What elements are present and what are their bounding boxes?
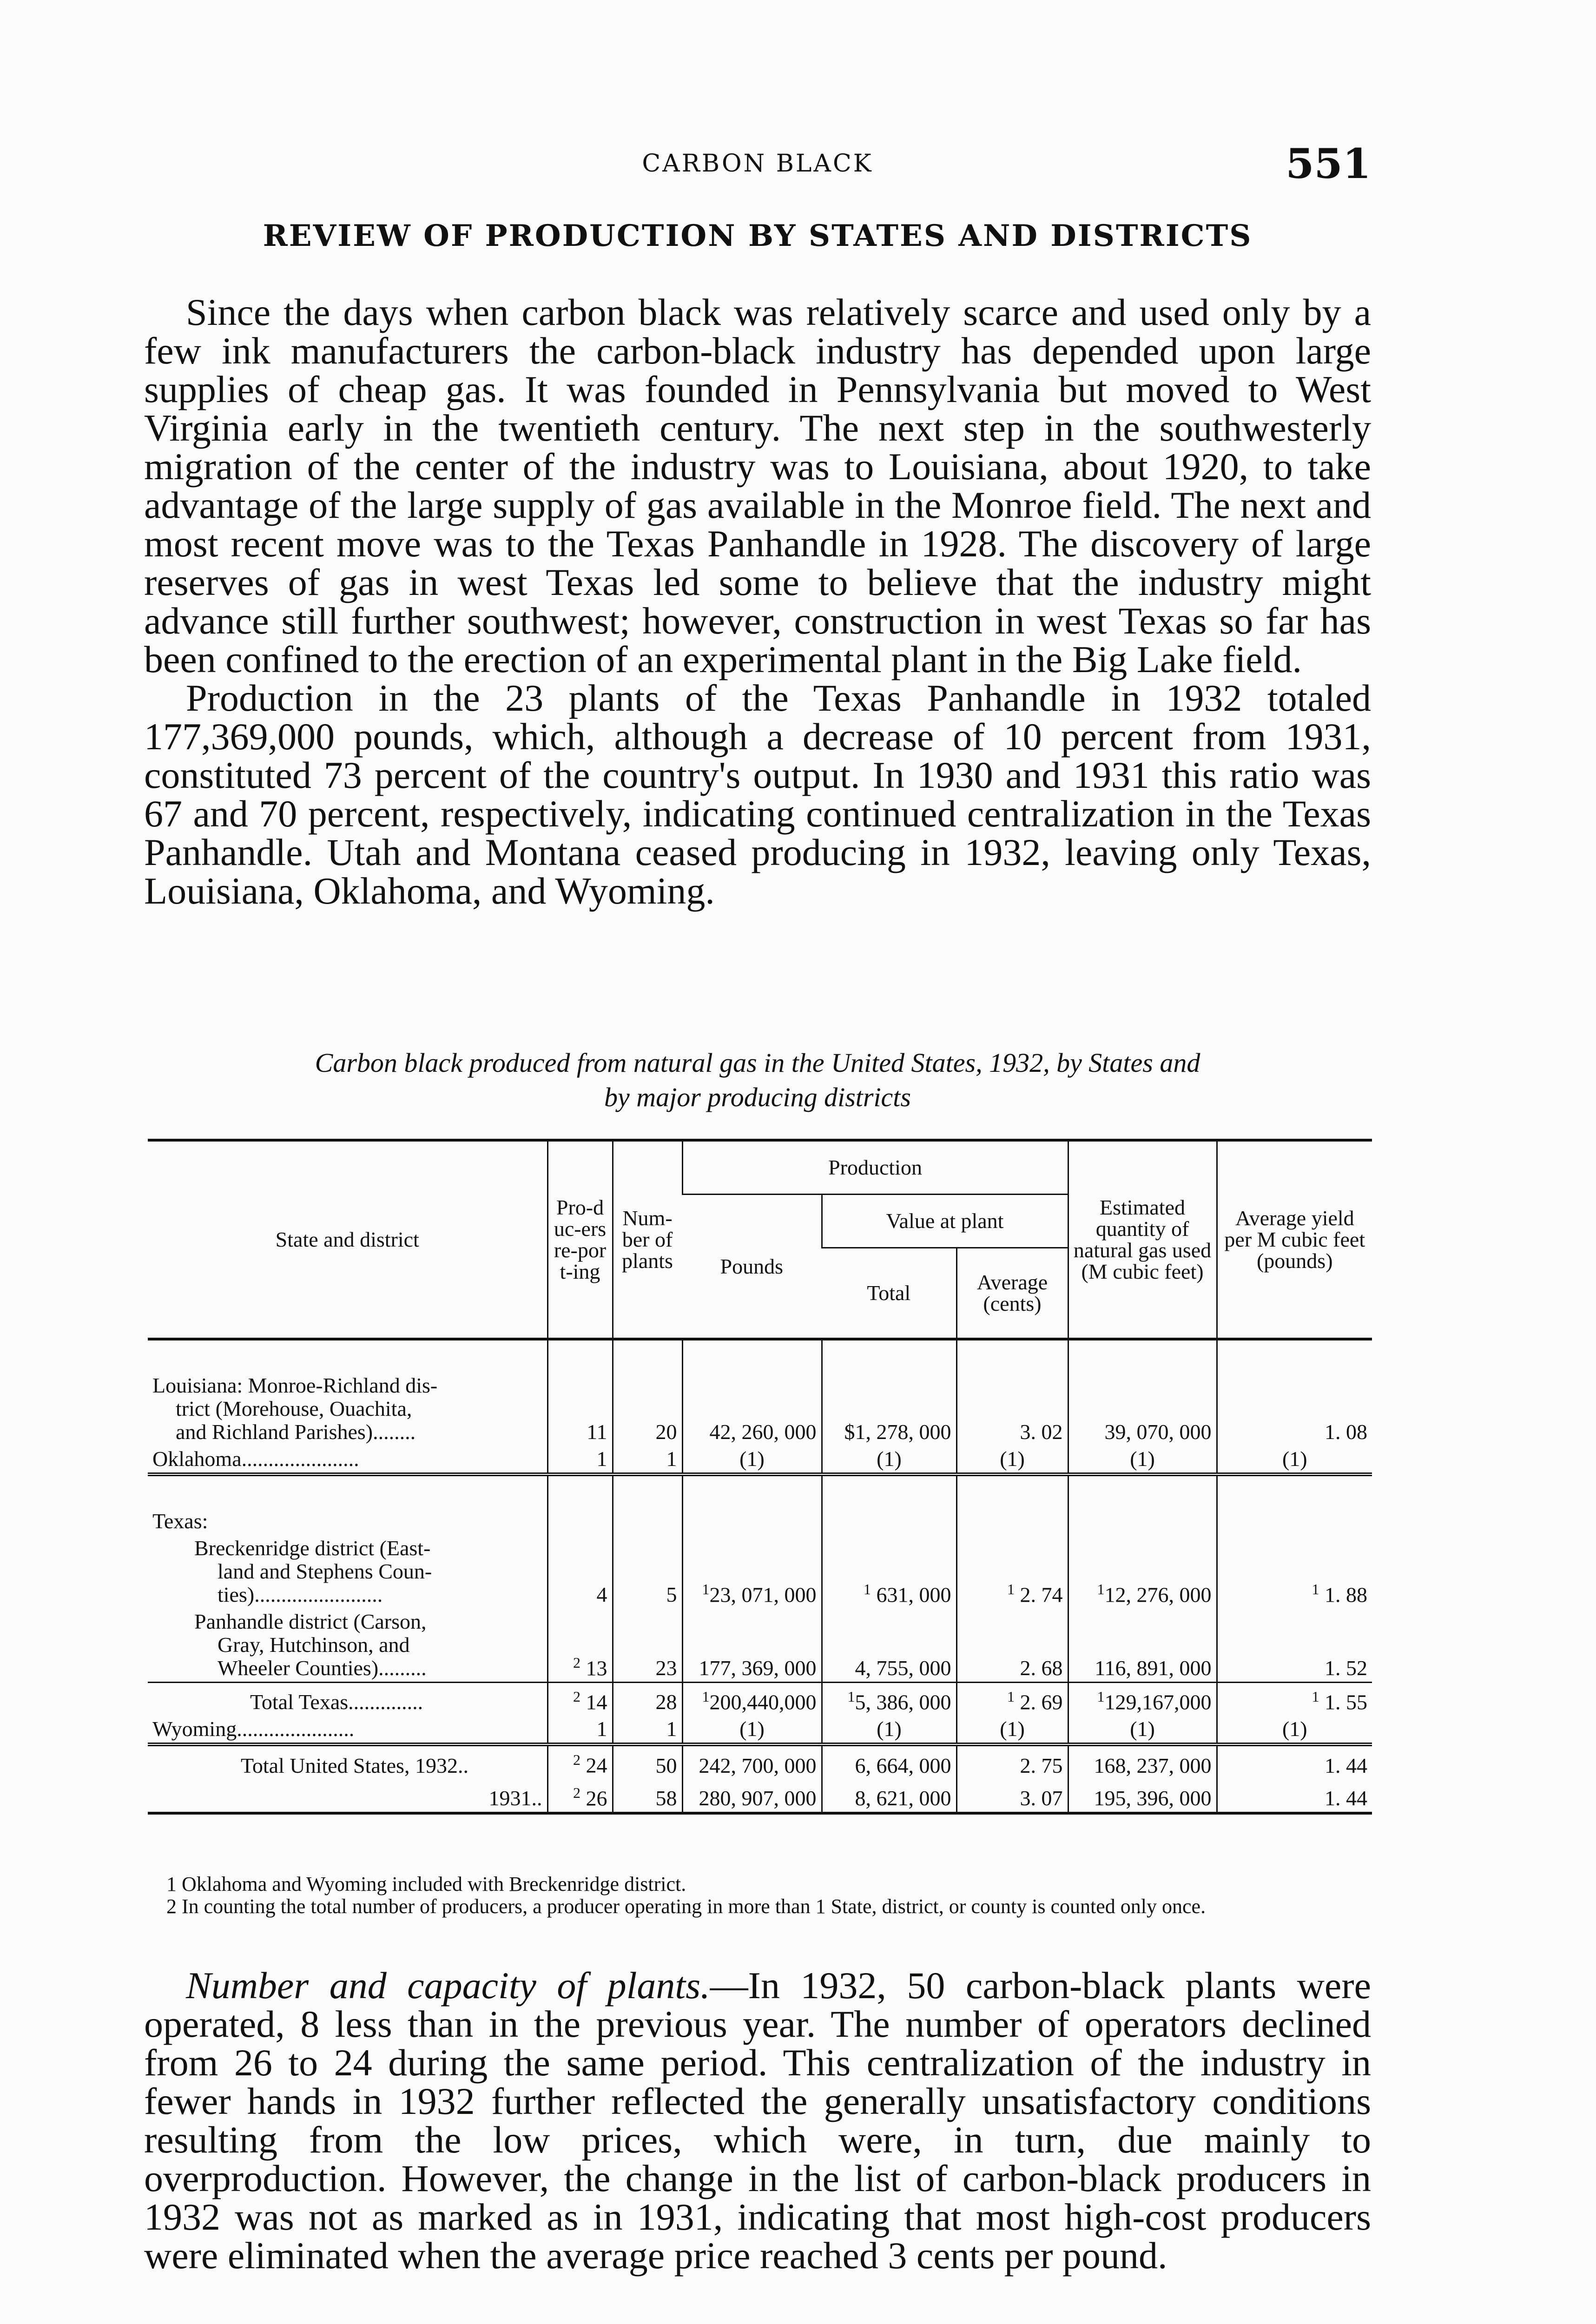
body-text bbox=[144, 293, 1371, 910]
cell-yield: 1. 08 bbox=[1217, 1372, 1372, 1446]
cell-pounds bbox=[682, 1683, 822, 1716]
running-header bbox=[144, 139, 1371, 191]
table-footnotes bbox=[148, 1873, 1372, 1918]
footnote-marker: 1 bbox=[864, 1580, 871, 1598]
footnote-marker: 1 bbox=[1007, 1688, 1015, 1705]
table-row-total-us-1932 bbox=[148, 1744, 1372, 1779]
cell-producers: 1 bbox=[547, 1716, 613, 1744]
row-label: Louisiana: Monroe-Richland dis- bbox=[152, 1373, 438, 1397]
row-label: Breckenridge district (East- bbox=[194, 1536, 431, 1560]
cell-value: 200,440,000 bbox=[709, 1690, 817, 1714]
footnote-marker: 2 bbox=[573, 1751, 580, 1769]
cell-yield: (1) bbox=[1217, 1716, 1372, 1744]
row-label: Wyoming...................... bbox=[152, 1717, 355, 1741]
footnote-1: 1 Oklahoma and Wyoming included with Breckenridge district. bbox=[166, 1873, 686, 1895]
col-header-gas-used: Estimated quantity of natural gas used (M cubic feet) bbox=[1068, 1140, 1217, 1339]
cell-value: 5, 386, 000 bbox=[855, 1690, 951, 1714]
footnote-marker: 2 bbox=[573, 1654, 580, 1671]
footnote-marker: 1 bbox=[702, 1580, 710, 1598]
cell-gas: 195, 396, 000 bbox=[1068, 1779, 1217, 1813]
table-row-breckenridge bbox=[148, 1535, 1372, 1608]
row-label: Texas: bbox=[152, 1509, 208, 1533]
footnote-marker: 2 bbox=[573, 1784, 580, 1801]
row-label: Total United States, 1932.. bbox=[241, 1753, 468, 1777]
cell-value: 14 bbox=[586, 1690, 607, 1714]
caption-line-2: by major producing districts bbox=[604, 1082, 911, 1112]
cell-pounds: 280, 907, 000 bbox=[682, 1779, 822, 1813]
table-caption bbox=[144, 1046, 1371, 1115]
cell-total bbox=[822, 1683, 956, 1716]
row-label: Gray, Hutchinson, and bbox=[218, 1633, 410, 1657]
table-row-total-texas bbox=[148, 1683, 1372, 1716]
cell-yield bbox=[1217, 1535, 1372, 1608]
cell-gas: (1) bbox=[1068, 1716, 1217, 1744]
cell-average: 3. 02 bbox=[956, 1372, 1068, 1446]
cell-value: 13 bbox=[586, 1656, 607, 1680]
cell-plants: 1 bbox=[613, 1716, 682, 1744]
cell-total: $1, 278, 000 bbox=[822, 1372, 956, 1446]
row-label: Panhandle district (Carson, bbox=[194, 1610, 427, 1633]
cell-gas: 116, 891, 000 bbox=[1068, 1608, 1217, 1683]
cell-plants: 50 bbox=[613, 1744, 682, 1779]
data-table bbox=[148, 1139, 1372, 1815]
cell-plants: 20 bbox=[613, 1372, 682, 1446]
cell-average: (1) bbox=[956, 1716, 1068, 1744]
cell-producers bbox=[547, 1683, 613, 1716]
cell-plants: 28 bbox=[613, 1683, 682, 1716]
cell-producers: 4 bbox=[547, 1535, 613, 1608]
cell-pounds: 177, 369, 000 bbox=[682, 1608, 822, 1683]
footnote-2: 2 In counting the total number of producers, a producer operating in more than 1 State, district, or county is counted only once. bbox=[166, 1895, 1206, 1918]
table-row-texas-label bbox=[148, 1508, 1372, 1535]
cell-value: 1. 55 bbox=[1325, 1690, 1368, 1714]
cell-pounds: (1) bbox=[682, 1716, 822, 1744]
cell-average: (1) bbox=[956, 1446, 1068, 1474]
paragraph-3 bbox=[144, 1966, 1371, 2275]
cell-yield: (1) bbox=[1217, 1446, 1372, 1474]
col-header-production: Production bbox=[682, 1140, 1068, 1195]
page-number: 551 bbox=[1286, 139, 1371, 188]
col-header-value-at-plant: Value at plant bbox=[822, 1195, 1068, 1248]
row-label: 1931.. bbox=[488, 1786, 542, 1810]
cell-gas: 39, 070, 000 bbox=[1068, 1372, 1217, 1446]
cell-value: 631, 000 bbox=[876, 1583, 951, 1606]
caption-line-1: Carbon black produced from natural gas in the United States, 1932, by States and bbox=[315, 1048, 1200, 1078]
cell-total: 6, 664, 000 bbox=[822, 1744, 956, 1779]
cell-gas: 168, 237, 000 bbox=[1068, 1744, 1217, 1779]
table-row-oklahoma bbox=[148, 1446, 1372, 1474]
cell-yield: 1. 44 bbox=[1217, 1779, 1372, 1813]
col-header-average: Average (cents) bbox=[956, 1248, 1068, 1340]
cell-gas: (1) bbox=[1068, 1446, 1217, 1474]
cell-pounds: 242, 700, 000 bbox=[682, 1744, 822, 1779]
footnote-marker: 1 bbox=[1007, 1580, 1015, 1598]
cell-producers: 1 bbox=[547, 1446, 613, 1474]
cell-average: 2. 75 bbox=[956, 1744, 1068, 1779]
paragraph-1: Since the days when carbon black was relatively scarce and used only by a few ink manufacturers the carbon-black industry has depended upon large supplies of cheap gas. It was founded in Pennsylvania but moved to West Virginia early in the twentieth century. The next step in the southwesterly migration of the center of the industry was to Louisiana, about 1920, to take advantage of the large supply of gas available in the Monroe field. The next and most recent move was to the Texas Panhandle in 1928. The discovery of large reserves of gas in west Texas led some to believe that the industry might advance still further southwest; however, construction in west Texas so far has been confined to the erection of an experimental plant in the Big Lake field. bbox=[144, 291, 1371, 680]
col-header-state: State and district bbox=[148, 1140, 547, 1339]
footnote-marker: 1 bbox=[1312, 1580, 1319, 1598]
cell-plants: 5 bbox=[613, 1535, 682, 1608]
cell-average: 2. 68 bbox=[956, 1608, 1068, 1683]
cell-producers bbox=[547, 1744, 613, 1779]
paragraph-3-text: —In 1932, 50 carbon-black plants were operated, 8 less than in the previous year. The number of operators declined from 26 to 24 during the same period. This centralization of the industry in fewer hands in 1932 further reflected the generally unsatisfactory conditions resulting from the low prices, which were, in turn, due mainly to overproduction. However, the change in the list of carbon-black producers in 1932 was not as marked as in 1931, indicating that most high-cost producers were eliminated when the average price reached 3 cents per pound. bbox=[144, 1964, 1371, 2277]
footnote-marker: 1 bbox=[702, 1688, 710, 1705]
row-label: ties)........................ bbox=[218, 1583, 383, 1606]
cell-average bbox=[956, 1535, 1068, 1608]
cell-value: 23, 071, 000 bbox=[709, 1583, 817, 1606]
cell-value: 129,167,000 bbox=[1104, 1690, 1212, 1714]
cell-value: 26 bbox=[586, 1786, 607, 1810]
cell-total: (1) bbox=[822, 1716, 956, 1744]
table-header bbox=[148, 1140, 1372, 1339]
cell-value: 2. 74 bbox=[1020, 1583, 1063, 1606]
cell-pounds bbox=[682, 1535, 822, 1608]
paragraph-2: Production in the 23 plants of the Texas Panhandle in 1932 totaled 177,369,000 pounds, which, although a decrease of 10 percent from 1931, constituted 73 percent of the country's output. In 1930 and 1931 this ratio was 67 and 70 percent, respectively, indicating continued centralization in the Texas Panhandle. Utah and Montana ceased producing in 1932, leaving only Texas, Louisiana, Oklahoma, and Wyoming. bbox=[144, 677, 1371, 912]
cell-total: 8, 621, 000 bbox=[822, 1779, 956, 1813]
cell-value: 2. 69 bbox=[1020, 1690, 1063, 1714]
cell-total: 4, 755, 000 bbox=[822, 1608, 956, 1683]
cell-plants: 1 bbox=[613, 1446, 682, 1474]
cell-value: 1. 88 bbox=[1325, 1583, 1368, 1606]
paragraph-3-lead: Number and capacity of plants. bbox=[186, 1964, 710, 2007]
row-label: land and Stephens Coun- bbox=[218, 1559, 432, 1583]
col-header-yield: Average yield per M cubic feet (pounds) bbox=[1217, 1140, 1372, 1339]
footnote-marker: 1 bbox=[847, 1688, 855, 1705]
cell-pounds: (1) bbox=[682, 1446, 822, 1474]
row-label: Oklahoma...................... bbox=[152, 1447, 359, 1471]
row-label: Total Texas.............. bbox=[250, 1690, 423, 1714]
production-table bbox=[148, 1139, 1372, 1815]
cell-gas bbox=[1068, 1683, 1217, 1716]
cell-yield bbox=[1217, 1683, 1372, 1716]
cell-producers bbox=[547, 1608, 613, 1683]
cell-producers bbox=[547, 1779, 613, 1813]
row-label: Wheeler Counties)......... bbox=[218, 1656, 427, 1680]
cell-value: 24 bbox=[586, 1753, 607, 1777]
table-body bbox=[148, 1339, 1372, 1813]
cell-yield: 1. 44 bbox=[1217, 1744, 1372, 1779]
col-header-plants: Num-ber of plants bbox=[613, 1140, 682, 1339]
cell-average bbox=[956, 1683, 1068, 1716]
footnote-marker: 1 bbox=[1312, 1688, 1319, 1705]
cell-value: 12, 276, 000 bbox=[1104, 1583, 1212, 1606]
section-heading: REVIEW OF PRODUCTION BY STATES AND DISTRICTS bbox=[263, 218, 1253, 253]
footnote-marker: 1 bbox=[1097, 1688, 1105, 1705]
cell-plants: 23 bbox=[613, 1608, 682, 1683]
footnote-marker: 1 bbox=[1097, 1580, 1105, 1598]
cell-total bbox=[822, 1535, 956, 1608]
cell-pounds: 42, 260, 000 bbox=[682, 1372, 822, 1446]
row-label: trict (Morehouse, Ouachita, bbox=[176, 1397, 412, 1420]
cell-gas bbox=[1068, 1535, 1217, 1608]
table-row-wyoming bbox=[148, 1716, 1372, 1744]
table-row-panhandle bbox=[148, 1608, 1372, 1683]
footnote-marker: 2 bbox=[573, 1688, 580, 1705]
cell-plants: 58 bbox=[613, 1779, 682, 1813]
col-header-producers: Pro-duc-ers re-port-ing bbox=[547, 1140, 613, 1339]
table-row-total-us-1931 bbox=[148, 1779, 1372, 1813]
row-label: and Richland Parishes)........ bbox=[176, 1420, 416, 1444]
cell-yield: 1. 52 bbox=[1217, 1608, 1372, 1683]
running-title: CARBON BLACK bbox=[642, 150, 873, 178]
cell-producers: 11 bbox=[547, 1372, 613, 1446]
col-header-pounds: Pounds bbox=[682, 1195, 822, 1340]
table-row-louisiana bbox=[148, 1372, 1372, 1446]
cell-average: 3. 07 bbox=[956, 1779, 1068, 1813]
col-header-total: Total bbox=[822, 1248, 956, 1340]
cell-total: (1) bbox=[822, 1446, 956, 1474]
